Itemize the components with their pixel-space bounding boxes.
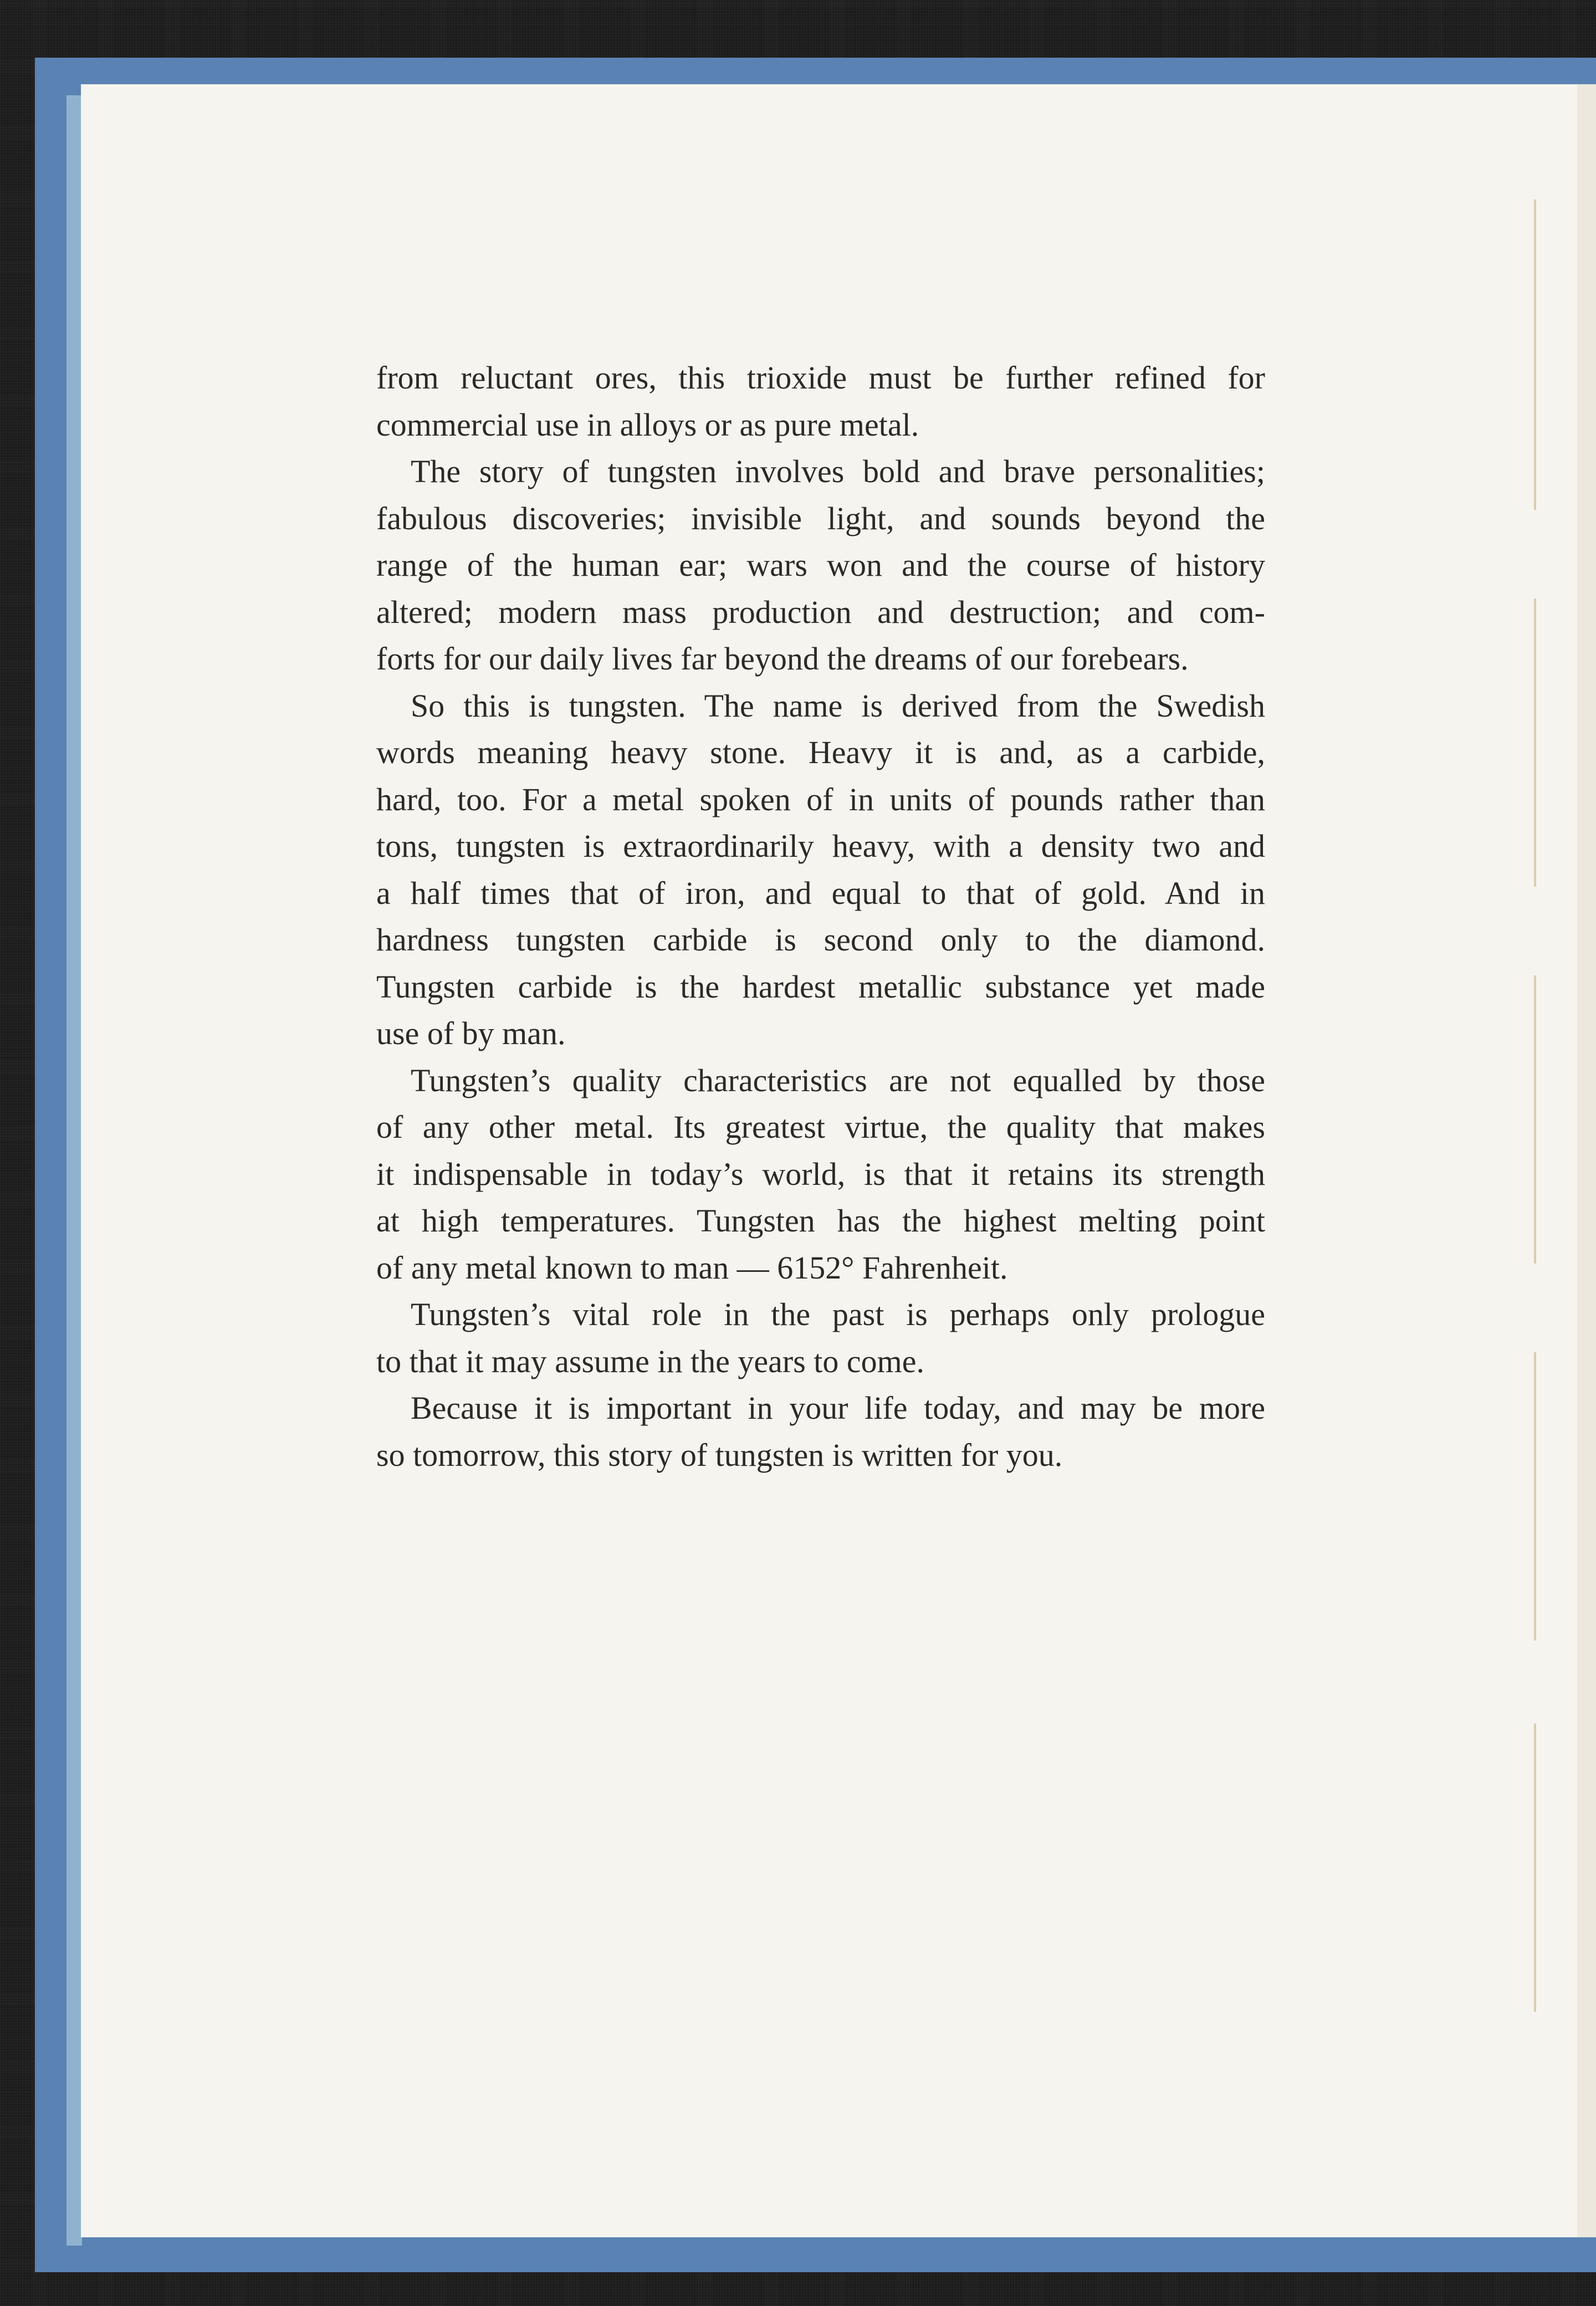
text-line: range of the human ear; wars won and the course of history bbox=[376, 547, 1265, 583]
text-line: Tungsten carbide is the hardest metallic substance yet made bbox=[376, 968, 1265, 1005]
text-line: to that it may assume in the years to come. bbox=[376, 1343, 924, 1379]
text-line: tons, tungsten is extraordinarily heavy, with a density two and bbox=[376, 828, 1265, 864]
paragraph bbox=[376, 683, 1265, 1057]
text-line: use of by man. bbox=[376, 1015, 566, 1051]
paragraph bbox=[376, 1057, 1265, 1292]
text-line: altered; modern mass production and destruction; and com- bbox=[376, 594, 1265, 630]
binding-thread bbox=[1534, 1724, 1536, 2012]
text-line: The story of tungsten involves bold and brave personalities; bbox=[411, 453, 1265, 489]
text-line: So this is tungsten. The name is derived from the Swedish bbox=[411, 687, 1265, 724]
text-line: from reluctant ores, this trioxide must be further refined for bbox=[376, 360, 1265, 396]
text-line: words meaning heavy stone. Heavy it is and, as a carbide, bbox=[376, 734, 1265, 770]
text-line: Because it is important in your life today, and may be more bbox=[411, 1390, 1265, 1426]
endpaper-edge bbox=[66, 95, 82, 2246]
text-line: fabulous discoveries; invisible light, and sounds beyond the bbox=[376, 500, 1265, 536]
body-text bbox=[376, 355, 1265, 1479]
text-line: it indispensable in today’s world, is that it retains its strength bbox=[376, 1155, 1265, 1192]
text-line: Tungsten’s quality characteristics are not equalled by those bbox=[411, 1062, 1265, 1098]
binding-thread bbox=[1534, 1352, 1536, 1640]
binding-edge bbox=[1577, 84, 1596, 2237]
text-line: of any other metal. Its greatest virtue, the quality that makes bbox=[376, 1109, 1265, 1145]
text-line: a half times that of iron, and equal to that of gold. And in bbox=[376, 875, 1265, 911]
text-line: commercial use in alloys or as pure metal. bbox=[376, 406, 919, 443]
binding-thread bbox=[1534, 200, 1536, 510]
text-line: so tomorrow, this story of tungsten is written for you. bbox=[376, 1436, 1063, 1473]
paragraph bbox=[376, 355, 1265, 448]
text-line: Tungsten’s vital role in the past is perhaps only prologue bbox=[411, 1296, 1265, 1332]
text-line: hardness tungsten carbide is second only to the diamond. bbox=[376, 922, 1265, 958]
text-line: forts for our daily lives far beyond the dreams of our forebears. bbox=[376, 641, 1189, 677]
binding-thread bbox=[1534, 599, 1536, 887]
text-line: of any metal known to man — 6152° Fahrenheit. bbox=[376, 1249, 1008, 1286]
binding-thread bbox=[1534, 975, 1536, 1264]
paragraph bbox=[376, 1291, 1265, 1385]
text-line: hard, too. For a metal spoken of in units of pounds rather than bbox=[376, 781, 1265, 817]
paragraph bbox=[376, 448, 1265, 683]
paragraph bbox=[376, 1385, 1265, 1479]
text-line: at high temperatures. Tungsten has the highest melting point bbox=[376, 1203, 1265, 1239]
